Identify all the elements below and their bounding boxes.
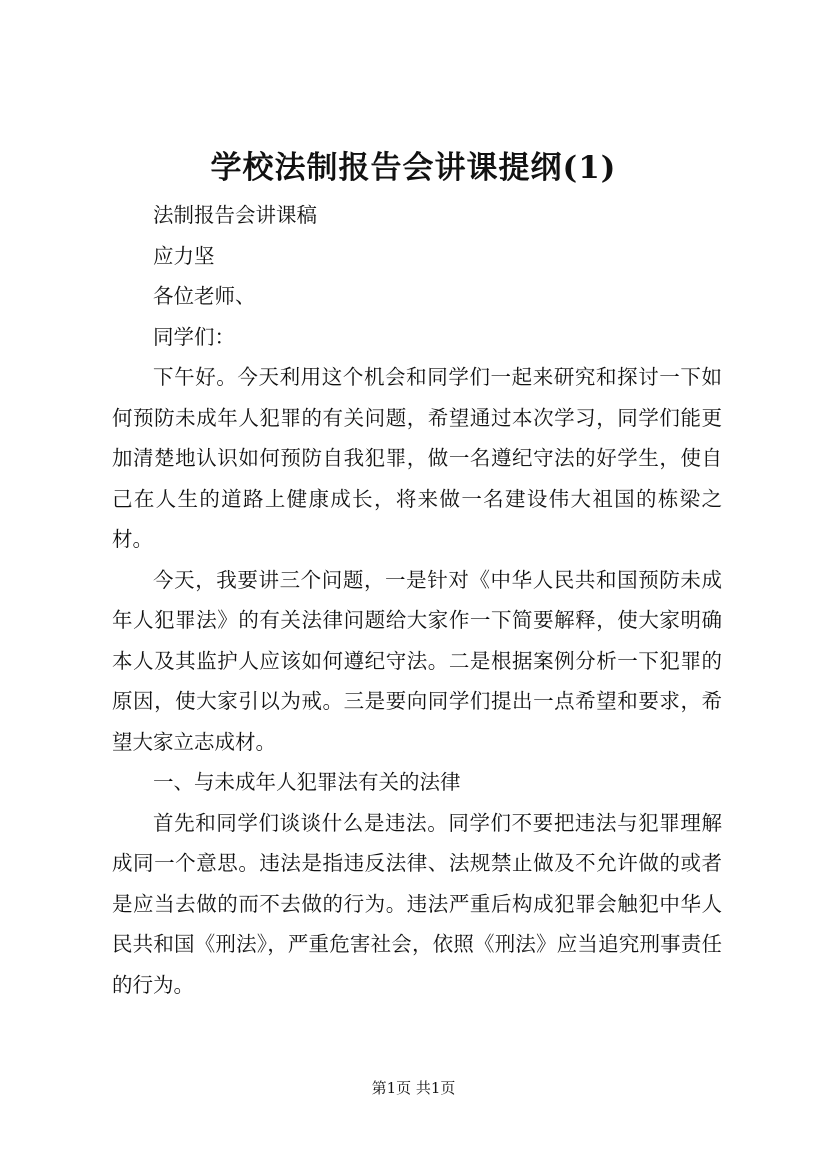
- paragraph-outline: 今天，我要讲三个问题，一是针对《中华人民共和国预防未成年人犯罪法》的有关法律问题给大家作一下简要解释，使大家明确本人及其监护人应该如何遵纪守法。二是根据案例分析一下犯罪的原因，使大家引以为戒。三是要向同学们提出一点希望和要求，希望大家立志成材。: [112, 567, 722, 754]
- paragraph-definition: 首先和同学们谈谈什么是违法。同学们不要把违法与犯罪理解成同一个意思。违法是指违反法律、法规禁止做及不允许做的或者是应当去做的而不去做的行为。违法严重后构成犯罪会触犯中华人民共和国《刑法》，严重危害社会，依照《刑法》应当追究刑事责任的行为。: [112, 810, 722, 997]
- salutation-line-2: 同学们：: [153, 324, 235, 349]
- subtitle-line: 法制报告会讲课稿: [153, 203, 317, 227]
- author-line: 应力坚: [153, 243, 215, 268]
- section-heading-1: 一、与未成年人犯罪法有关的法律: [153, 770, 461, 794]
- paragraph-greeting: 下午好。今天利用这个机会和同学们一起来研究和探讨一下如何预防未成年人犯罪的有关问题，希望通过本次学习，同学们能更加清楚地认识如何预防自我犯罪，做一名遵纪守法的好学生，使自己在人生的道路上健康成长，将来做一名建设伟大祖国的栋梁之材。: [112, 365, 722, 551]
- salutation-line-1: 各位老师、: [153, 284, 256, 308]
- page-footer: 第1页 共1页: [371, 1079, 456, 1097]
- document-title: 学校法制报告会讲课提纲(1): [210, 150, 617, 186]
- document-body: [112, 195, 722, 1005]
